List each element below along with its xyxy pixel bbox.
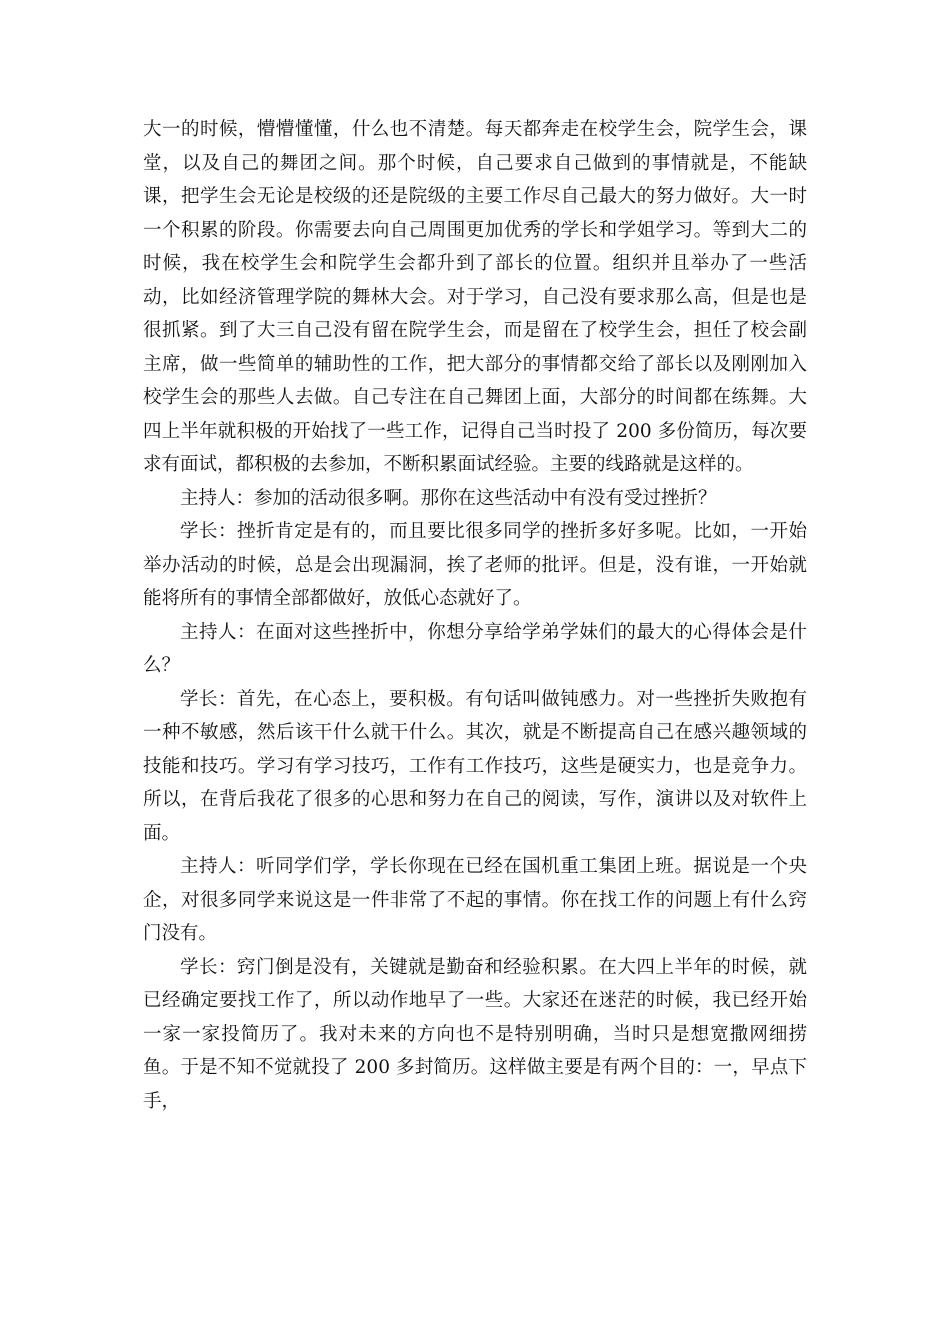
paragraph-host-question-2: 主持人：在面对这些挫折中，你想分享给学弟学妹们的最大的心得体会是什么？ xyxy=(143,621,807,676)
paragraph-senior-answer-1: 学长：挫折肯定是有的，而且要比很多同学的挫折多好多呢。比如，一开始举办活动的时候，总是会出现漏洞，挨了老师的批评。但是，没有谁，一开始就能将所有的事情全部都做好，放低心态就好了。 xyxy=(143,521,807,609)
document-page xyxy=(143,113,807,1118)
paragraph-host-question-3: 主持人：听同学们学，学长你现在已经在国机重工集团上班。据说是一个央企，对很多同学来说这是一件非常了不起的事情。你在找工作的问题上有什么窍门没有。 xyxy=(143,856,807,944)
paragraph-intro: 大一的时候，懵懵懂懂，什么也不清楚。每天都奔走在校学生会，院学生会，课堂，以及自己的舞团之间。那个时候，自己要求自己做到的事情就是，不能缺课，把学生会无论是校级的还是院级的主要工作尽自己最大的努力做好。大一时一个积累的阶段。你需要去向自己周围更加优秀的学长和学姐学习。等到大二的时候，我在校学生会和院学生会都升到了部长的位置。组织并且举办了一些活动，比如经济管理学院的舞林大会。对于学习，自己没有要求那么高，但是也是很抓紧。到了大三自己没有留在院学生会，而是留在了校学生会，担任了校会副主席，做一些简单的辅助性的工作，把大部分的事情都交给了部长以及刚刚加入校学生会的那些人去做。自己专注在自己舞团上面，大部分的时间都在练舞。大四上半年就积极的开始找了一些工作，记得自己当时投了 200 多份简历，每次要求有面试，都积极的去参加，不断积累面试经验。主要的线路就是这样的。 xyxy=(143,119,807,475)
paragraph-host-question-1: 主持人：参加的活动很多啊。那你在这些活动中有没有受过挫折？ xyxy=(180,487,717,509)
paragraph-senior-answer-3: 学长：窍门倒是没有，关键就是勤奋和经验积累。在大四上半年的时候，就已经确定要找工作了，所以动作地早了一些。大家还在迷茫的时候，我已经开始一家一家投简历了。我对未来的方向也不是特别明确，当时只是想宽撒网细捞鱼。于是不知不觉就投了 200 多封简历。这样做主要是有两个目的：一，早点下手， xyxy=(143,956,807,1112)
paragraph-senior-answer-2: 学长：首先，在心态上，要积极。有句话叫做钝感力。对一些挫折失败抱有一种不敏感，然后该干什么就干什么。其次，就是不断提高自己在感兴趣领域的技能和技巧。学习有学习技巧，工作有工作技巧，这些是硬实力，也是竞争力。所以，在背后我花了很多的心思和努力在自己的阅读，写作，演讲以及对软件上面。 xyxy=(143,688,807,844)
